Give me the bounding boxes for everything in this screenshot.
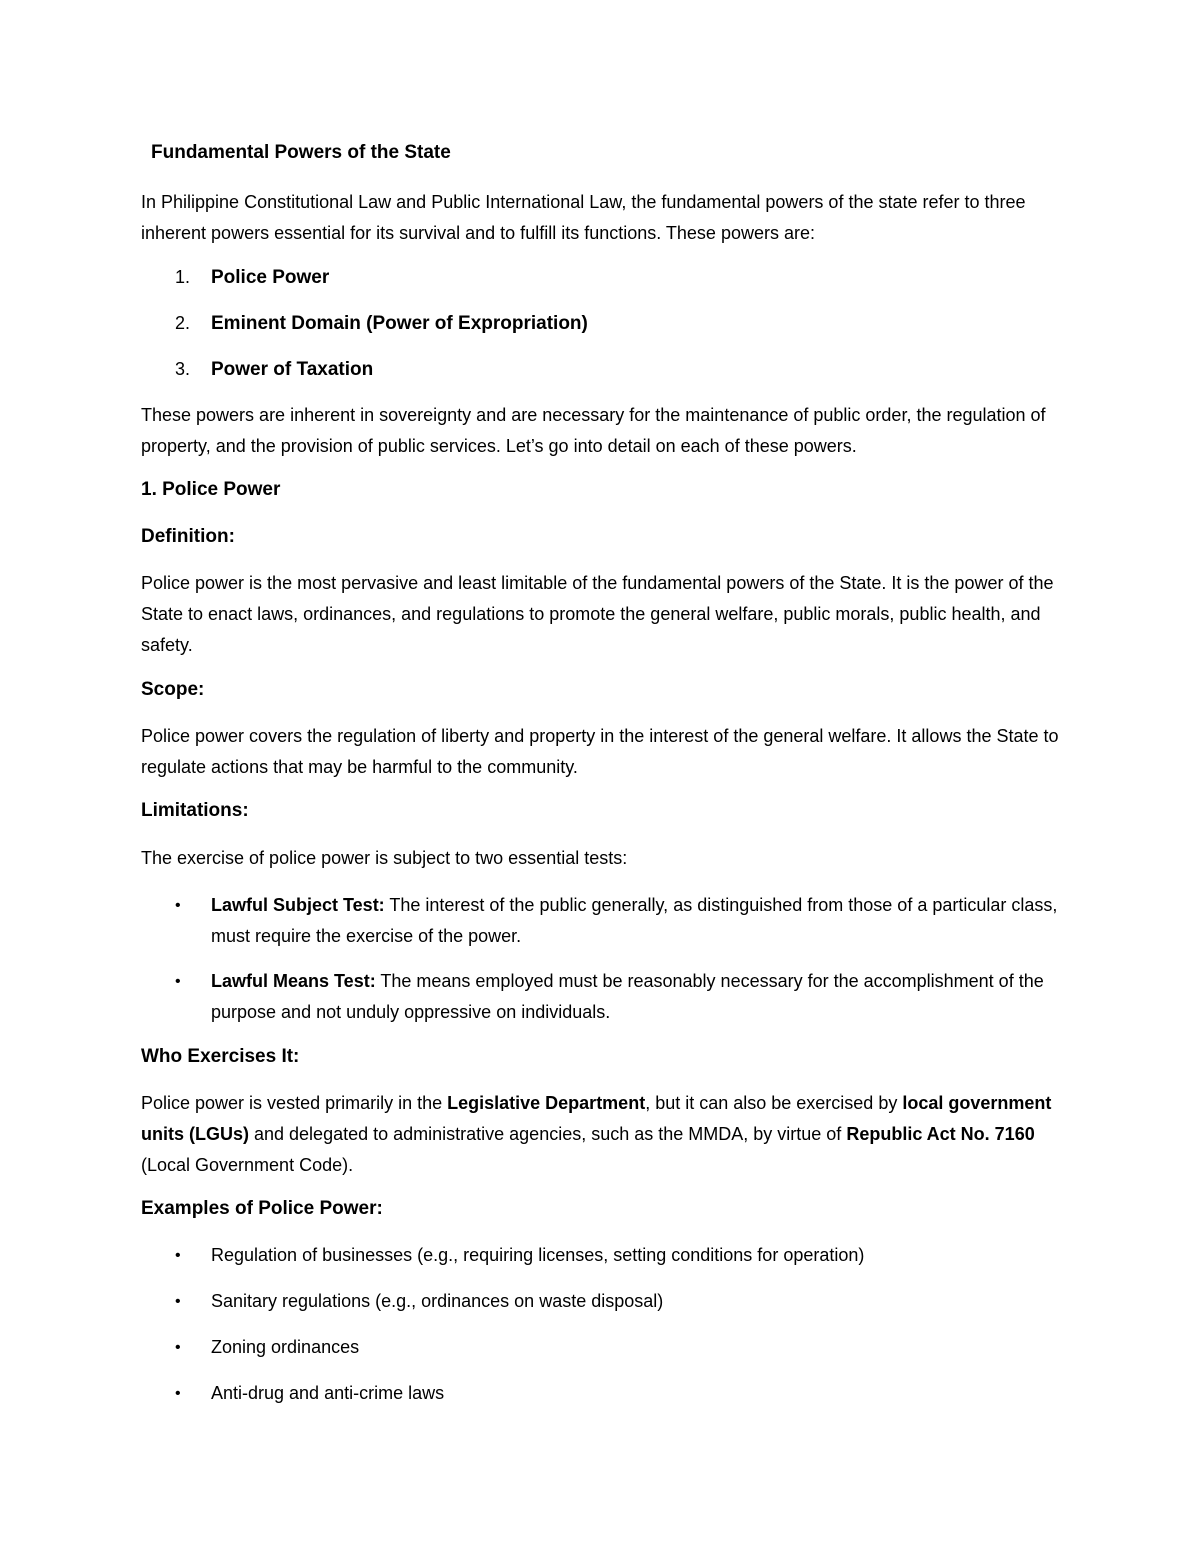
example-text: Zoning ordinances bbox=[211, 1337, 360, 1357]
test-description: The interest of the public generally, as distinguished from those of a particular class, must require the exercise of the power. bbox=[211, 895, 1058, 946]
limitations-heading: Limitations: bbox=[141, 800, 249, 821]
list-number: 2. bbox=[175, 313, 191, 333]
who-exercises-paragraph bbox=[141, 1088, 1066, 1181]
document-title: Fundamental Powers of the State bbox=[151, 142, 451, 163]
section-heading: 1. Police Power bbox=[141, 479, 281, 500]
bullet-glyph: • bbox=[175, 1293, 181, 1310]
who-text-bold: local government units (LGUs) bbox=[141, 1093, 1052, 1144]
test-description: The means employed must be reasonably necessary for the accomplishment of the purpose and not unduly oppressive on individuals. bbox=[211, 971, 1044, 1022]
scope-paragraph: Police power covers the regulation of liberty and property in the interest of the general welfare. It allows the State to regulate actions that may be harmful to the community. bbox=[141, 726, 1059, 777]
bullet-glyph: • bbox=[175, 1247, 181, 1264]
test-label: Lawful Subject Test: bbox=[211, 895, 385, 915]
example-text: Regulation of businesses (e.g., requiring licenses, setting conditions for operation) bbox=[211, 1245, 865, 1265]
scope-heading: Scope: bbox=[141, 679, 205, 700]
bullet-glyph: • bbox=[175, 1339, 181, 1356]
definition-heading: Definition: bbox=[141, 526, 235, 547]
example-text: Sanitary regulations (e.g., ordinances on waste disposal) bbox=[211, 1291, 664, 1311]
list-number: 1. bbox=[175, 267, 191, 287]
who-text-bold: Legislative Department bbox=[447, 1093, 646, 1113]
test-label: Lawful Means Test: bbox=[211, 971, 376, 991]
power-label: Police Power bbox=[211, 267, 330, 288]
definition-paragraph: Police power is the most pervasive and least limitable of the fundamental powers of the State. It is the power of the State to enact laws, ordinances, and regulations to promote the general welfare, public morals, public health, and safety. bbox=[141, 573, 1054, 655]
test-text bbox=[211, 966, 1061, 1028]
example-text: Anti-drug and anti-crime laws bbox=[211, 1383, 445, 1403]
list-number: 3. bbox=[175, 359, 191, 379]
who-exercises-heading: Who Exercises It: bbox=[141, 1046, 300, 1067]
intro-paragraph: In Philippine Constitutional Law and Public International Law, the fundamental powers of the state refer to three inherent powers essential for its survival and to fulfill its functions. These powers are: bbox=[141, 192, 1026, 243]
who-text-part: and delegated to administrative agencies, such as the MMDA, by virtue of bbox=[249, 1124, 847, 1144]
who-text-bold: Republic Act No. 7160 bbox=[846, 1124, 1035, 1144]
bullet-glyph: • bbox=[175, 897, 181, 914]
who-text-part: Police power is vested primarily in the bbox=[141, 1093, 448, 1113]
test-text bbox=[211, 890, 1061, 952]
bullet-glyph: • bbox=[175, 1385, 181, 1402]
examples-heading: Examples of Police Power: bbox=[141, 1198, 383, 1219]
who-text-part: , but it can also be exercised by bbox=[645, 1093, 903, 1113]
power-label: Eminent Domain (Power of Expropriation) bbox=[211, 313, 588, 334]
who-text-part: (Local Government Code). bbox=[141, 1155, 354, 1175]
power-label: Power of Taxation bbox=[211, 359, 374, 380]
limitations-intro: The exercise of police power is subject to two essential tests: bbox=[141, 848, 628, 868]
summary-paragraph: These powers are inherent in sovereignty and are necessary for the maintenance of public order, the regulation of property, and the provision of public services. Let’s go into detail on each of these powers. bbox=[141, 405, 1046, 456]
bullet-glyph: • bbox=[175, 973, 181, 990]
